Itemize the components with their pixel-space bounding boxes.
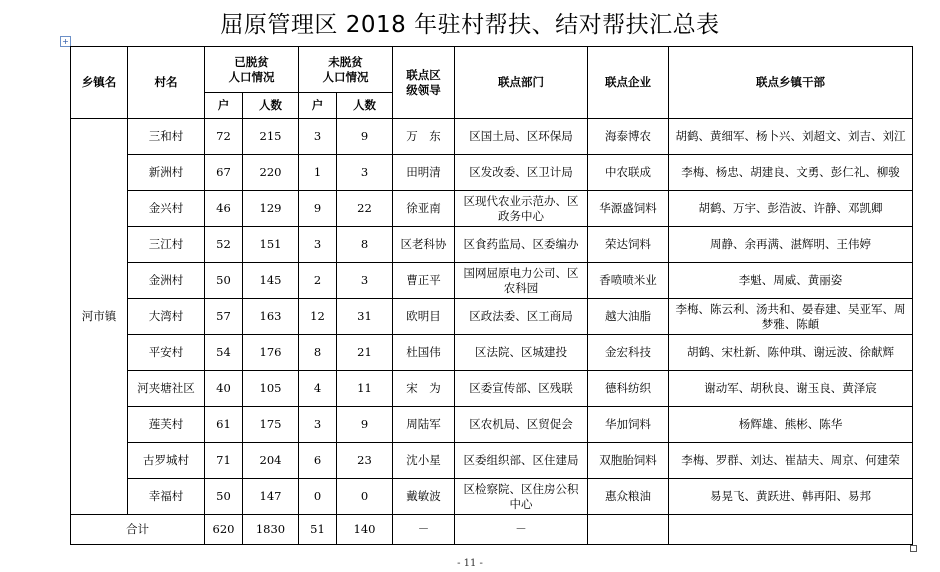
not-lifted-people-cell: 3 (337, 263, 393, 299)
lifted-households-cell: 52 (205, 227, 243, 263)
enterprise-cell: 海泰博农 (588, 119, 669, 155)
lifted-households-cell: 46 (205, 191, 243, 227)
village-cell: 三和村 (128, 119, 205, 155)
leader-cell: 宋 为 (393, 371, 455, 407)
leader-cell: 戴敏波 (393, 479, 455, 515)
lifted-households-cell: 71 (205, 443, 243, 479)
lifted-people-cell: 176 (243, 335, 299, 371)
lifted-people-cell: 163 (243, 299, 299, 335)
total-cadres-cell (669, 515, 913, 545)
header-leader: 联点区 级领导 (393, 47, 455, 119)
village-cell: 金兴村 (128, 191, 205, 227)
total-department-cell: － (455, 515, 588, 545)
lifted-households-cell: 54 (205, 335, 243, 371)
not-lifted-households-cell: 9 (299, 191, 337, 227)
table-row (71, 407, 913, 443)
enterprise-cell: 荣达饲料 (588, 227, 669, 263)
leader-cell: 徐亚南 (393, 191, 455, 227)
lifted-households-cell: 61 (205, 407, 243, 443)
enterprise-cell: 中农联成 (588, 155, 669, 191)
township-cell: 河市镇 (71, 119, 128, 515)
enterprise-cell: 华加饲料 (588, 407, 669, 443)
enterprise-cell: 华源盛饲料 (588, 191, 669, 227)
lifted-people-cell: 175 (243, 407, 299, 443)
table-row (71, 443, 913, 479)
department-cell: 区政法委、区工商局 (455, 299, 588, 335)
enterprise-cell: 双胞胎饲料 (588, 443, 669, 479)
department-cell: 区发改委、区卫计局 (455, 155, 588, 191)
header-row (71, 47, 913, 93)
page-number: - 11 - (457, 558, 483, 569)
not-lifted-households-cell: 8 (299, 335, 337, 371)
leader-cell: 万 东 (393, 119, 455, 155)
leader-cell: 曹正平 (393, 263, 455, 299)
not-lifted-people-cell: 9 (337, 407, 393, 443)
enterprise-cell: 越大油脂 (588, 299, 669, 335)
lifted-people-cell: 151 (243, 227, 299, 263)
lifted-people-cell: 147 (243, 479, 299, 515)
total-not-lifted-people-cell: 140 (337, 515, 393, 545)
not-lifted-people-cell: 3 (337, 155, 393, 191)
enterprise-cell: 香喷喷米业 (588, 263, 669, 299)
not-lifted-people-cell: 11 (337, 371, 393, 407)
leader-cell: 周陆军 (393, 407, 455, 443)
lifted-households-cell: 67 (205, 155, 243, 191)
cadres-cell: 杨辉雄、熊彬、陈华 (669, 407, 913, 443)
department-cell: 区检察院、区住房公积中心 (455, 479, 588, 515)
header-not-lifted-people: 人数 (337, 93, 393, 119)
leader-cell: 杜国伟 (393, 335, 455, 371)
cadres-cell: 胡鹤、黄细军、杨卜兴、刘超文、刘吉、刘江 (669, 119, 913, 155)
table-row (71, 299, 913, 335)
not-lifted-people-cell: 21 (337, 335, 393, 371)
lifted-people-cell: 215 (243, 119, 299, 155)
village-cell: 幸福村 (128, 479, 205, 515)
total-lifted-people-cell: 1830 (243, 515, 299, 545)
lifted-households-cell: 72 (205, 119, 243, 155)
lifted-people-cell: 204 (243, 443, 299, 479)
document-title: 屈原管理区 2018 年驻村帮扶、结对帮扶汇总表 (220, 12, 720, 38)
total-enterprise-cell (588, 515, 669, 545)
department-cell: 区国土局、区环保局 (455, 119, 588, 155)
cadres-cell: 胡鹤、宋杜新、陈仲琪、谢远波、徐献辉 (669, 335, 913, 371)
department-cell: 区委宣传部、区残联 (455, 371, 588, 407)
table-row (71, 335, 913, 371)
not-lifted-people-cell: 9 (337, 119, 393, 155)
enterprise-cell: 德科纺织 (588, 371, 669, 407)
total-row (71, 515, 913, 545)
cadres-cell: 胡鹤、万宇、彭浩波、许静、邓凯卿 (669, 191, 913, 227)
total-lifted-households-cell: 620 (205, 515, 243, 545)
not-lifted-people-cell: 31 (337, 299, 393, 335)
header-village: 村名 (128, 47, 205, 119)
header-not-lifted-households: 户 (299, 93, 337, 119)
cadres-cell: 周静、余再满、湛辉明、王伟婷 (669, 227, 913, 263)
village-cell: 平安村 (128, 335, 205, 371)
header-lifted-households: 户 (205, 93, 243, 119)
department-cell: 国网屈原电力公司、区农科园 (455, 263, 588, 299)
lifted-households-cell: 50 (205, 479, 243, 515)
not-lifted-households-cell: 2 (299, 263, 337, 299)
table-move-handle-icon[interactable]: + (60, 36, 71, 47)
header-enterprise: 联点企业 (588, 47, 669, 119)
total-leader-cell: － (393, 515, 455, 545)
lifted-people-cell: 129 (243, 191, 299, 227)
not-lifted-households-cell: 1 (299, 155, 337, 191)
cadres-cell: 易晃飞、黄跃进、韩再阳、易邦 (669, 479, 913, 515)
table-row (71, 479, 913, 515)
village-cell: 古罗城村 (128, 443, 205, 479)
cadres-cell: 谢动军、胡秋良、谢玉良、黄泽宸 (669, 371, 913, 407)
header-lifted: 已脱贫 人口情况 (205, 47, 299, 93)
leader-cell: 欧明目 (393, 299, 455, 335)
leader-cell: 沈小星 (393, 443, 455, 479)
not-lifted-households-cell: 6 (299, 443, 337, 479)
not-lifted-households-cell: 3 (299, 227, 337, 263)
resize-handle[interactable] (910, 545, 917, 552)
department-cell: 区食药监局、区委编办 (455, 227, 588, 263)
not-lifted-households-cell: 3 (299, 119, 337, 155)
village-cell: 新洲村 (128, 155, 205, 191)
enterprise-cell: 金宏科技 (588, 335, 669, 371)
village-cell: 大湾村 (128, 299, 205, 335)
village-cell: 河夹塘社区 (128, 371, 205, 407)
summary-table (70, 46, 913, 545)
table-row (71, 155, 913, 191)
not-lifted-people-cell: 23 (337, 443, 393, 479)
village-cell: 金洲村 (128, 263, 205, 299)
not-lifted-households-cell: 0 (299, 479, 337, 515)
table-row (71, 191, 913, 227)
header-lifted-people: 人数 (243, 93, 299, 119)
not-lifted-people-cell: 8 (337, 227, 393, 263)
table-row (71, 227, 913, 263)
lifted-people-cell: 145 (243, 263, 299, 299)
cadres-cell: 李梅、罗群、刘达、崔喆夫、周京、何建荣 (669, 443, 913, 479)
header-cadres: 联点乡镇干部 (669, 47, 913, 119)
total-not-lifted-households-cell: 51 (299, 515, 337, 545)
cadres-cell: 李魁、周威、黄丽姿 (669, 263, 913, 299)
header-township: 乡镇名 (71, 47, 128, 119)
header-department: 联点部门 (455, 47, 588, 119)
table-row (71, 263, 913, 299)
leader-cell: 区老科协 (393, 227, 455, 263)
lifted-households-cell: 57 (205, 299, 243, 335)
not-lifted-households-cell: 12 (299, 299, 337, 335)
not-lifted-households-cell: 4 (299, 371, 337, 407)
department-cell: 区委组织部、区住建局 (455, 443, 588, 479)
department-cell: 区法院、区城建投 (455, 335, 588, 371)
table-row (71, 371, 913, 407)
enterprise-cell: 惠众粮油 (588, 479, 669, 515)
lifted-households-cell: 40 (205, 371, 243, 407)
total-label-cell: 合计 (71, 515, 205, 545)
department-cell: 区农机局、区贸促会 (455, 407, 588, 443)
not-lifted-people-cell: 22 (337, 191, 393, 227)
lifted-households-cell: 50 (205, 263, 243, 299)
cadres-cell: 李梅、陈云利、汤共和、晏春建、吴亚军、周梦雅、陈頔 (669, 299, 913, 335)
not-lifted-people-cell: 0 (337, 479, 393, 515)
village-cell: 三江村 (128, 227, 205, 263)
lifted-people-cell: 220 (243, 155, 299, 191)
village-cell: 莲芙村 (128, 407, 205, 443)
lifted-people-cell: 105 (243, 371, 299, 407)
department-cell: 区现代农业示范办、区政务中心 (455, 191, 588, 227)
header-not-lifted: 未脱贫 人口情况 (299, 47, 393, 93)
cadres-cell: 李梅、杨忠、胡建良、文勇、彭仁礼、柳骏 (669, 155, 913, 191)
not-lifted-households-cell: 3 (299, 407, 337, 443)
leader-cell: 田明清 (393, 155, 455, 191)
table-row (71, 119, 913, 155)
